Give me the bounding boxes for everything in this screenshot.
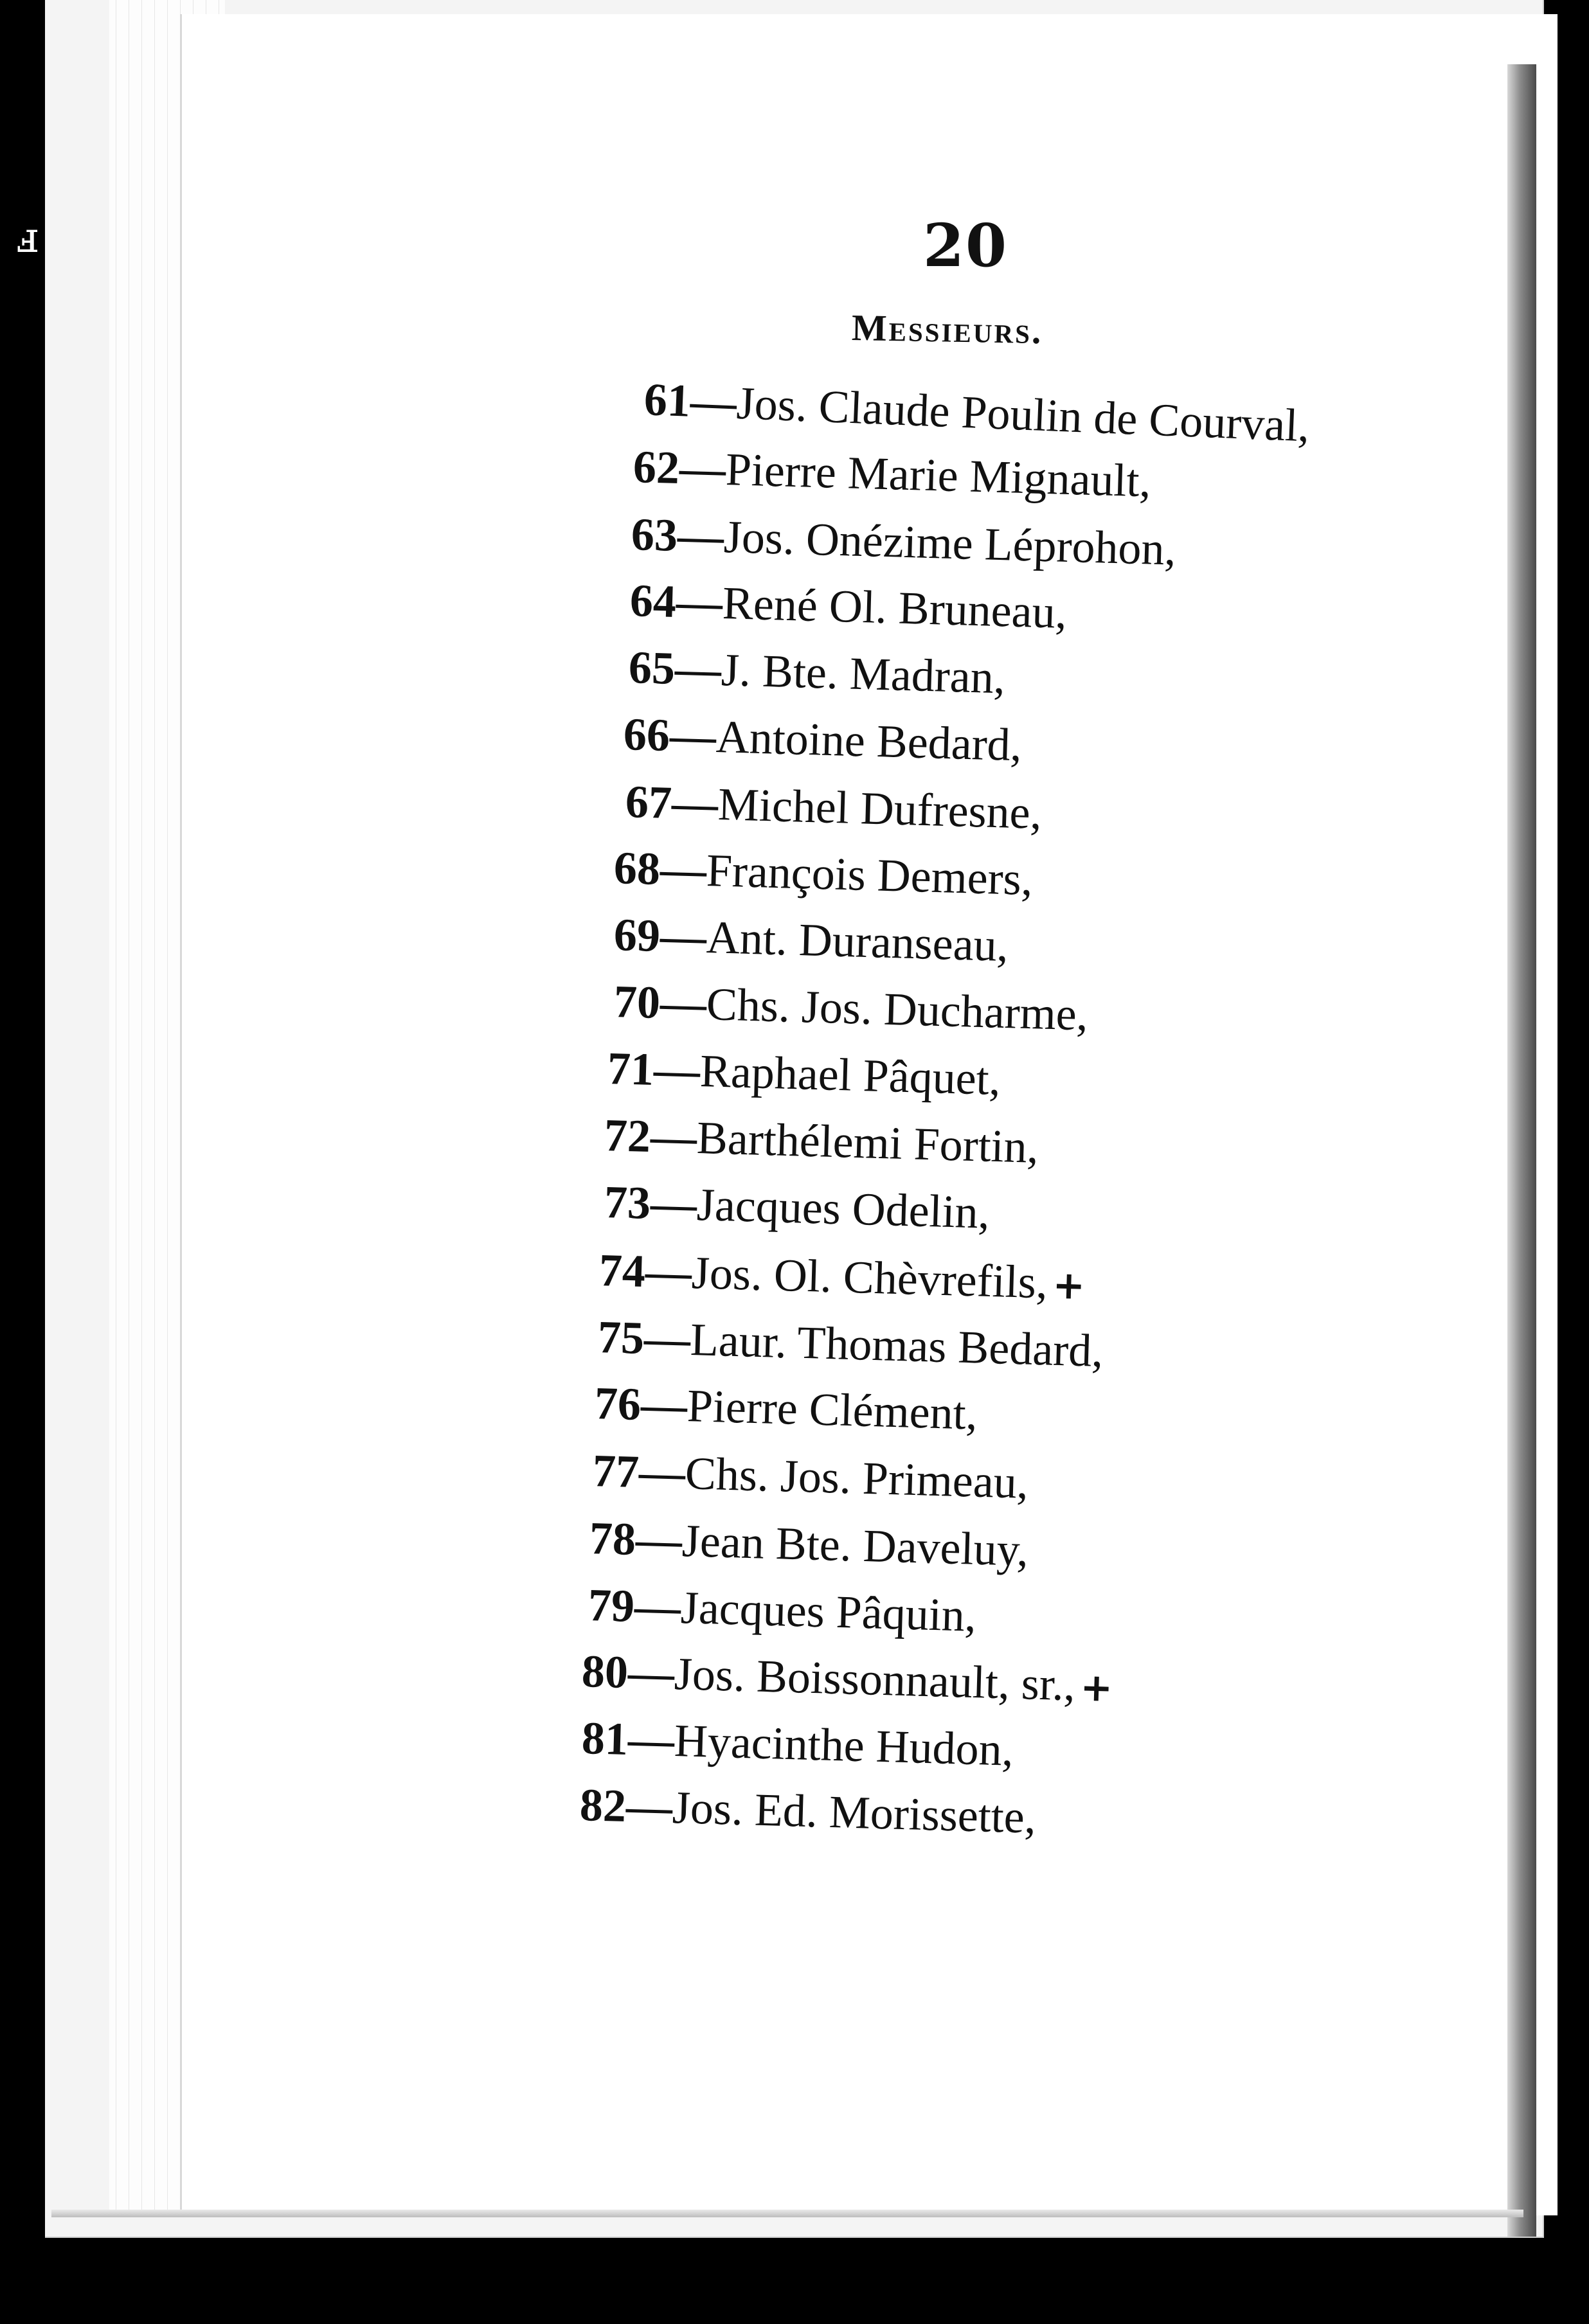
list-item [625, 772, 1048, 845]
entry-mark [1005, 1059, 1007, 1104]
list-item [607, 1039, 1007, 1111]
entry-number: 74 [598, 1244, 647, 1297]
entry-dash: — [649, 1177, 698, 1231]
entry-number: 63 [630, 508, 679, 561]
entry-name: Chs. Jos. Ducharme, [705, 978, 1089, 1041]
entry-dash: — [625, 1780, 674, 1834]
entry-dash: — [659, 843, 708, 897]
list-item [604, 1105, 1045, 1179]
entry-name: Barthélemi Fortin, [696, 1112, 1039, 1173]
list-item [631, 505, 1182, 582]
entry-mark [1041, 1798, 1042, 1843]
entry-mark [982, 1394, 983, 1439]
entry-name: Jean Bte. Daveluy, [681, 1515, 1030, 1577]
entry-mark [1108, 1331, 1109, 1376]
entry-name: Raphael Pâquet, [699, 1045, 1001, 1105]
entry-mark [1018, 1730, 1019, 1775]
page-heading: Messieurs. [851, 307, 1044, 352]
entry-name: Jos. Boissonnault, sr., [673, 1648, 1076, 1711]
entry-dash: — [638, 1446, 687, 1499]
entry-number: 70 [613, 976, 661, 1028]
entry-mark [1180, 530, 1181, 575]
entry-number: 80 [580, 1645, 629, 1698]
entry-number: 81 [580, 1712, 629, 1765]
entry-dash: — [652, 1044, 701, 1097]
entry-dash: — [633, 1580, 682, 1634]
entry-name: René Ol. Bruneau, [721, 577, 1068, 638]
list-item [613, 838, 1039, 911]
entry-number: 64 [629, 575, 678, 627]
list-item [613, 905, 1014, 978]
entry-dash: — [670, 777, 719, 830]
entry-name: Pierre Clément, [686, 1380, 978, 1440]
entry-dash: — [676, 510, 725, 563]
entry-number: 65 [627, 641, 676, 694]
entry-dash: — [643, 1312, 692, 1366]
list-item [598, 1240, 1086, 1316]
entry-dash: — [674, 643, 723, 696]
entry-mark [1027, 726, 1028, 771]
cross-mark-icon: + [1079, 1665, 1113, 1712]
entry-mark [1013, 925, 1014, 970]
list-item [589, 1508, 1035, 1582]
entry-name: Antoine Bedard, [715, 711, 1023, 771]
entry-number: 72 [603, 1109, 652, 1162]
entry-number: 76 [593, 1377, 642, 1430]
entry-mark [1155, 461, 1156, 506]
list-item [579, 1775, 1042, 1850]
entry-mark [994, 1193, 996, 1238]
entry-dash: — [669, 710, 717, 763]
entry-number: 79 [587, 1579, 636, 1632]
entry-dash: — [689, 375, 738, 429]
entry-dash: — [649, 1111, 698, 1164]
list-item [581, 1708, 1019, 1782]
entry-mark [1314, 406, 1316, 451]
entry-dash: — [659, 910, 708, 963]
list-item [597, 1307, 1109, 1383]
entry-mark [1043, 1127, 1045, 1172]
entry-dash: — [640, 1379, 688, 1432]
list-item [581, 1641, 1114, 1718]
entry-number: 62 [632, 441, 681, 494]
entry-dash: — [678, 442, 727, 496]
entry-name: Jos. Ol. Chèvrefils, [690, 1247, 1048, 1309]
entry-name: François Demers, [705, 845, 1034, 906]
list-item [594, 1373, 983, 1446]
entry-name: Chs. Jos. Primeau, [684, 1447, 1029, 1508]
entry-mark [1037, 859, 1039, 904]
entry-name: Jacques Odelin, [696, 1179, 991, 1238]
entry-number: 66 [622, 708, 671, 761]
entry-name: Jos. Onézime Léprohon, [723, 511, 1177, 575]
entry-dash: — [627, 1647, 676, 1700]
list-item [623, 704, 1028, 777]
entry-number: 68 [613, 842, 661, 895]
list-item [629, 571, 1073, 645]
entry-name: Jos. Ed. Morissette, [671, 1782, 1037, 1843]
entry-number: 73 [603, 1176, 652, 1229]
entry-dash: — [659, 977, 708, 1030]
entry-dash: — [644, 1246, 693, 1299]
entry-mark [1033, 1530, 1034, 1575]
entry-mark [1072, 593, 1073, 638]
entry-name: J. Bte. Madran, [720, 644, 1006, 704]
entry-mark [1093, 995, 1094, 1040]
page-number: 20 [923, 211, 1009, 280]
entry-number: 71 [606, 1042, 655, 1095]
entry-dash: — [634, 1514, 683, 1567]
entry-number: 69 [613, 909, 661, 961]
cross-mark-icon: + [1052, 1262, 1086, 1309]
list-item [613, 972, 1094, 1047]
entry-number: 67 [624, 776, 673, 828]
entry-dash: — [675, 576, 724, 629]
list-item [588, 1575, 982, 1648]
entry-name: Ant. Duranseau, [705, 911, 1009, 972]
entry-number: 78 [588, 1512, 637, 1565]
entry-mark [1033, 1463, 1034, 1508]
entry-name: Michel Dufresne, [717, 778, 1043, 839]
entry-mark [981, 1596, 982, 1641]
entry-number: 77 [591, 1445, 640, 1497]
entry-name: Hyacinthe Hudon, [673, 1715, 1014, 1776]
entry-mark [1010, 658, 1011, 703]
list-item [604, 1172, 996, 1245]
entry-name: Jos. Claude Poulin de Courval, [735, 377, 1311, 452]
entry-mark [1046, 793, 1048, 838]
list-item [628, 638, 1011, 710]
entry-dash: — [627, 1713, 676, 1767]
scan-corner-mark: ⅎ [17, 213, 39, 262]
entry-name: Jacques Pâquin, [679, 1582, 977, 1641]
entry-number: 75 [597, 1311, 645, 1364]
entry-number: 82 [579, 1779, 627, 1832]
entry-name: Pierre Marie Mignault, [724, 443, 1152, 507]
entry-number: 61 [643, 373, 692, 427]
entry-name: Laur. Thomas Bedard, [689, 1314, 1104, 1377]
list-item [592, 1441, 1034, 1515]
